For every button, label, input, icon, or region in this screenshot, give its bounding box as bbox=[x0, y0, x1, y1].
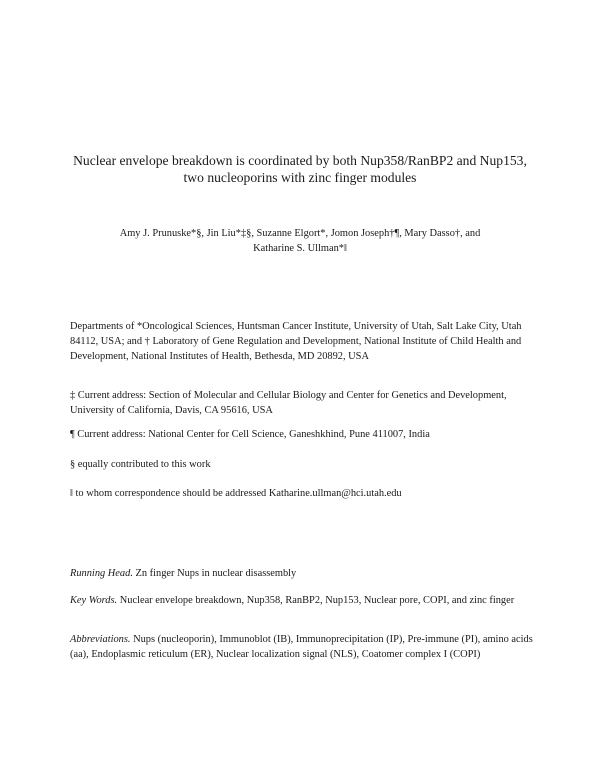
running-head-label: Running Head. bbox=[70, 568, 133, 579]
author-list-line-1: Amy J. Prunuske*§, Jin Liu*‡§, Suzanne Elgort*, Jomon Joseph†¶, Mary Dasso†, and bbox=[119, 228, 481, 239]
affiliations: Departments of *Oncological Sciences, Huntsman Cancer Institute, University of Utah, Salt Lake City, Utah 84112, USA; and † Laboratory of Gene Regulation and Development, National Institute of Child Health and Development, National Institutes of Health, Bethesda, MD 20892, USA bbox=[70, 321, 522, 362]
abbreviations-text: Nups (nucleoporin), Immunoblot (IB), Immunoprecipitation (IP), Pre-immune (PI), amino acids (aa), Endoplasmic reticulum (ER), Nuclear localization signal (NLS), Coatomer complex I (COPI) bbox=[70, 634, 533, 660]
author-list bbox=[60, 226, 540, 256]
current-address-2: ¶ Current address: National Center for Cell Science, Ganeshkhind, Pune 411007, India bbox=[70, 429, 430, 440]
abbreviations-label: Abbreviations. bbox=[70, 634, 131, 645]
key-words bbox=[70, 594, 540, 609]
key-words-label: Key Words. bbox=[70, 595, 118, 606]
paper-title-line-2: two nucleoporins with zinc finger modules bbox=[183, 170, 417, 185]
paper-title bbox=[40, 152, 560, 186]
running-head-text: Zn finger Nups in nuclear disassembly bbox=[132, 568, 297, 579]
current-address-1: ‡ Current address: Section of Molecular and Cellular Biology and Center for Genetics and Development, University of California, Davis, CA 95616, USA bbox=[70, 390, 507, 416]
abbreviations bbox=[70, 633, 540, 663]
running-head bbox=[70, 567, 540, 582]
equal-contribution-note: § equally contributed to this work bbox=[70, 459, 211, 470]
correspondence-note: ‖ to whom correspondence should be addressed Katharine.ullman@hci.utah.edu bbox=[70, 488, 402, 499]
paper-title-line-1: Nuclear envelope breakdown is coordinated by both Nup358/RanBP2 and Nup153, bbox=[73, 153, 527, 168]
key-words-text: Nuclear envelope breakdown, Nup358, RanBP2, Nup153, Nuclear pore, COPI, and zinc finger bbox=[117, 595, 515, 606]
author-list-line-2: Katharine S. Ullman*‖ bbox=[253, 243, 347, 254]
